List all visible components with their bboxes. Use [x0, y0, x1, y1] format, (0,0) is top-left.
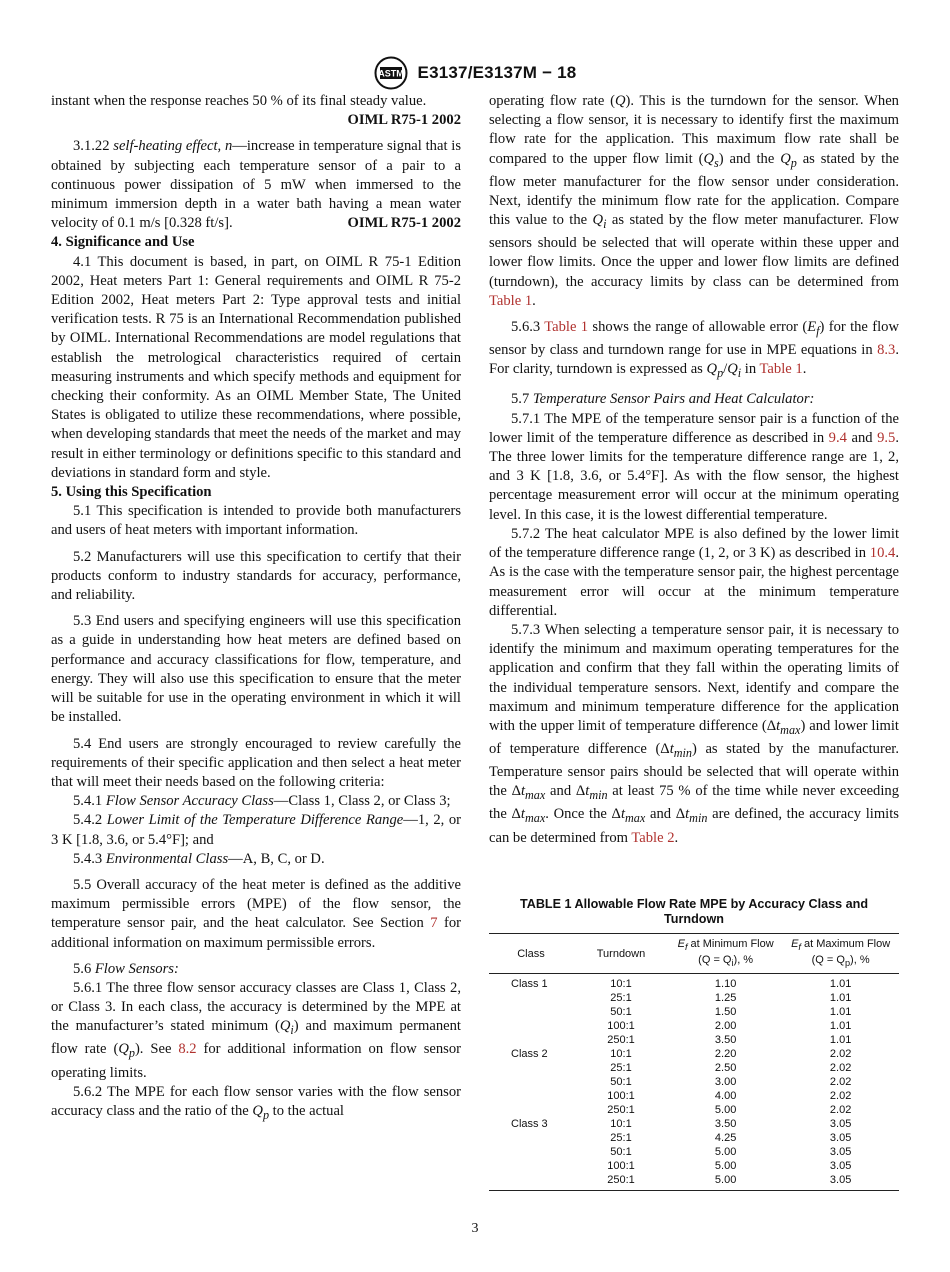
cell-max-flow: 2.02 [829, 1062, 852, 1075]
table-row [489, 1061, 899, 1075]
paragraph-4-1: 4.1 This document is based, in part, on OIML R 75-1 Edition 2002, Heat meters Part 1: General requirements and OIML R 75-2 Edition 2002, Heat meters Part 2: Type approval tests and initial verification tests. R 75 is an International Recommendation published by OIML. International Recommendations are model regulations that establish the metrological characteristics required of certain measuring instruments and which specify methods and equipment for checking their conformity. As an OIML Member State, The United States is obligated to utilize these recommendations, where possible, when developing standards that meet the needs of the market and may result in either terminology or definitions specific to this standard and deviations in standard form and style. [51, 253, 461, 481]
paragraph-3-1-21-end: instant when the response reaches 50 % of its final steady value. OIML R75-1 2002 [51, 92, 461, 130]
cell-min-flow: 5.00 [714, 1146, 737, 1159]
cell-max-flow: 1.01 [829, 1020, 852, 1033]
cell-min-flow: 4.25 [714, 1132, 737, 1145]
paragraph-5-7-2: 5.7.2 The heat calculator MPE is also defined by the lower limit of the temperature difference range (1, 2, or 3 K) as described in 10.4. As is the case with the temperature sensor pair, the highest percentage measurement error will occur at the minimum temperature differential. [489, 525, 899, 619]
page-header [0, 56, 950, 90]
section-8-3-link[interactable]: 8.3 [877, 342, 896, 359]
cell-min-flow: 4.00 [714, 1090, 737, 1103]
table-row [489, 1047, 899, 1061]
table-row [489, 1075, 899, 1089]
table-row [489, 1019, 899, 1033]
section-heading-5: 5. Using this Specification [51, 484, 212, 501]
paragraph-5-4-1: 5.4.1 Flow Sensor Accuracy Class—Class 1, Class 2, or Class 3; [73, 793, 451, 810]
cell-class: Class 2 [511, 1048, 548, 1061]
column-header-max-flow: $E_f$ at Maximum Flow $(Q = Q_p)$, % [782, 934, 899, 974]
cell-class [489, 1145, 573, 1159]
page-number: 3 [471, 1221, 479, 1236]
cell-turndown: 10:1 [610, 1118, 632, 1131]
cell-turndown: 10:1 [610, 1048, 632, 1061]
right-column [489, 92, 899, 848]
paragraph-5-7-1: 5.7.1 The MPE of the temperature sensor pair is a function of the lower limit of the temperature difference as described in 9.4 and 9.5. The three lower limits for the temperature difference range are 1, 2, and 3 K [1.8, 3.6, or 5.4°F]. As with the flow sensor, the highest percentage measurement error will occur at the minimum operating level. In this case, it is the lowest differential temperature. [489, 410, 899, 523]
table-row [489, 991, 899, 1005]
cell-max-flow: 2.02 [829, 1076, 852, 1089]
cell-min-flow: 3.50 [714, 1034, 737, 1047]
section-9-4-link[interactable]: 9.4 [828, 429, 847, 446]
column-header-min-flow: $E_f$ at Minimum Flow $(Q = Q_i)$, % [669, 934, 782, 974]
paragraph-5-6-1: 5.6.1 The three flow sensor accuracy classes are Class 1, Class 2, or Class 3. In each class, the accuracy is determined by the MPE at the manufacturer’s stated minimum $(Q_i)$ and maximum permanent flow rate $(Q_p)$. See 8.2 for additional information on flow sensor operating limits. [51, 979, 461, 1081]
section-heading-4: 4. Significance and Use [51, 234, 195, 251]
section-8-2-link[interactable]: 8.2 [178, 1041, 197, 1058]
cell-class: Class 1 [511, 978, 548, 991]
cell-max-flow: 1.01 [829, 1034, 852, 1047]
table-row [489, 1173, 899, 1191]
cell-class [489, 1061, 573, 1075]
left-column [51, 92, 461, 1125]
table-row [489, 974, 899, 992]
cell-turndown: 25:1 [610, 992, 632, 1005]
cell-max-flow: 3.05 [829, 1132, 852, 1145]
cell-turndown: 100:1 [607, 1090, 635, 1103]
cell-class [489, 1019, 573, 1033]
table-body [489, 974, 899, 1191]
cell-class [489, 1159, 573, 1173]
column-header-turndown: Turndown [573, 934, 669, 974]
paragraph-5-6-2-continued: operating flow rate (Q). This is the turndown for the sensor. When selecting a flow sensor, it is necessary to identify first the maximum flow rate for the application. This maximum flow rate shall be compared to the upper flow limit $(Q_s)$ and the $Q_p$ as stated by the flow meter manufacturer for the flow sensor under consideration. Next, identify the minimum flow rate for the application. Compare this value to the $Q_i$ as stated by the flow meter manufacturer. Flow sensors should be selected that will operate within these upper and lower flow limits. Once the upper and lower flow limits are defined (turndown), the accuracy limits by class can be determined from Table 1. [489, 93, 899, 309]
section-7-link[interactable]: 7 [430, 915, 438, 932]
cell-min-flow: 1.25 [714, 992, 737, 1005]
citation: OIML R75-1 2002 [347, 112, 461, 129]
paragraph-5-4-2: 5.4.2 Lower Limit of the Temperature Difference Range—1, 2, or 3 K [1.8, 3.6, or 5.4°F]; and [51, 812, 461, 848]
paragraph-5-4: 5.4 End users are strongly encouraged to review carefully the requirements of their specific application and then select a heat meter that will meet their needs based on the following criteria: [51, 735, 461, 790]
cell-turndown: 100:1 [607, 1160, 635, 1173]
cell-turndown: 250:1 [573, 1173, 669, 1191]
table-header-row [489, 934, 899, 974]
cell-class [489, 991, 573, 1005]
cell-turndown: 100:1 [607, 1020, 635, 1033]
paragraph-5-4-3: 5.4.3 Environmental Class—A, B, C, or D. [73, 850, 325, 867]
svg-text:ASTM: ASTM [377, 68, 404, 79]
cell-min-flow: 2.50 [714, 1062, 737, 1075]
cell-class: Class 3 [511, 1118, 548, 1131]
cell-max-flow: 1.01 [829, 978, 852, 991]
cell-class [489, 1005, 573, 1019]
table-row [489, 1131, 899, 1145]
paragraph-5-3: 5.3 End users and specifying engineers will use this specification as a guide in understanding how heat meters are defined based on performance and accuracy classifications for flow, temperature, and energy. They will also use this specification to ensure that the meter will be suitable for use in the operating environment in which it will be installed. [51, 613, 461, 726]
cell-min-flow: 2.20 [714, 1048, 737, 1061]
cell-min-flow: 1.50 [714, 1006, 737, 1019]
paragraph-5-7: 5.7 Temperature Sensor Pairs and Heat Calculator: [511, 391, 815, 408]
table-row [489, 1033, 899, 1047]
cell-min-flow: 5.00 [669, 1173, 782, 1191]
table-1-link[interactable]: Table 1 [544, 319, 589, 336]
astm-logo-icon [374, 56, 408, 90]
cell-class [489, 1033, 573, 1047]
cell-max-flow: 1.01 [829, 992, 852, 1005]
cell-turndown: 50:1 [610, 1006, 632, 1019]
cell-class [489, 1131, 573, 1145]
section-10-4-link[interactable]: 10.4 [869, 545, 896, 562]
paragraph-5-6-2: 5.6.2 The MPE for each flow sensor varies with the flow sensor accuracy class and the ratio of the $Q_p$ to the actual [51, 1083, 461, 1122]
cell-max-flow: 2.02 [829, 1090, 852, 1103]
cell-turndown: 250:1 [607, 1104, 635, 1117]
cell-turndown: 10:1 [610, 978, 632, 991]
cell-turndown: 50:1 [610, 1076, 632, 1089]
table-row [489, 1117, 899, 1131]
cell-class [489, 1089, 573, 1103]
paragraph-5-1: 5.1 This specification is intended to provide both manufacturers and users of heat meters with important information. [51, 503, 461, 539]
table-1-link[interactable]: Table 1 [759, 361, 803, 378]
table-row [489, 1159, 899, 1173]
cell-class [489, 1103, 573, 1117]
table-row [489, 1005, 899, 1019]
cell-max-flow: 3.05 [829, 1146, 852, 1159]
paragraph-5-5: 5.5 Overall accuracy of the heat meter is defined as the additive maximum permissible errors (MPE) of the flow sensor, the temperature sensor pair, and the heat calculator. See Section 7 for additional information on maximum permissible errors. [51, 876, 462, 951]
cell-min-flow: 5.00 [714, 1160, 737, 1173]
paragraph-5-2: 5.2 Manufacturers will use this specification to certify that their products conform to industry standards for accuracy, performance, and reliability. [51, 548, 461, 604]
cell-max-flow: 3.05 [829, 1118, 852, 1131]
cell-min-flow: 2.00 [714, 1020, 737, 1033]
cell-max-flow: 3.05 [829, 1160, 852, 1173]
cell-max-flow: 1.01 [829, 1006, 852, 1019]
table-1 [489, 897, 899, 1191]
cell-turndown: 50:1 [610, 1146, 632, 1159]
cell-min-flow: 5.00 [714, 1104, 737, 1117]
section-9-5-link[interactable]: 9.5 [877, 429, 896, 446]
cell-max-flow: 3.05 [782, 1173, 899, 1191]
cell-max-flow: 2.02 [829, 1104, 852, 1117]
paragraph-5-6-3: 5.6.3 Table 1 shows the range of allowable error $(E_f)$ for the flow sensor by class and turndown range for use in MPE equations in 8.3. For clarity, turndown is expressed as $Q_p/Q_i$ in Table 1. [489, 319, 899, 381]
document-designation: E3137/E3137M − 18 [417, 63, 577, 82]
paragraph-5-7-3: 5.7.3 When selecting a temperature sensor pair, it is necessary to identify the minimum and maximum operating temperatures for the application and confirm that they fall within the operating limits of the individual temperature sensors. Next, identify and compare the maximum and minimum temperature difference for the application with the upper limit of temperature difference $(\Delta t_{max})$ and lower limit of temperature difference $(\Delta t_{min})$ as stated by the manufacturer. Temperature sensor pairs should be selected that will operate within the $\Delta t_{max}$ and $\Delta t_{min}$ at least 75 % of the time while never exceeding the $\Delta t_{max}$. Once the $\Delta t_{max}$ and $\Delta t_{min}$ are defined, the accuracy limits can be determined from Table 2. [489, 621, 899, 846]
column-header-class: Class [489, 934, 573, 974]
citation: OIML R75-1 2002 [347, 215, 461, 232]
cell-min-flow: 3.50 [714, 1118, 737, 1131]
table-caption: TABLE 1 Allowable Flow Rate MPE by Accuracy Class and Turndown [519, 897, 869, 926]
table-2-link[interactable]: Table 2 [631, 829, 675, 846]
paragraph-5-6: 5.6 Flow Sensors: [73, 960, 179, 977]
table-row [489, 1145, 899, 1159]
cell-turndown: 25:1 [610, 1132, 632, 1145]
cell-class [489, 1173, 573, 1191]
cell-min-flow: 3.00 [714, 1076, 737, 1089]
cell-turndown: 25:1 [610, 1062, 632, 1075]
cell-max-flow: 2.02 [829, 1048, 852, 1061]
table-row [489, 1103, 899, 1117]
flow-rate-mpe-table [489, 933, 899, 1191]
table-1-link[interactable]: Table 1 [489, 292, 533, 309]
paragraph-3-1-22: 3.1.22 self-heating effect, n—increase in temperature signal that is obtained by subjecting each temperature sensor of a pair to a continuous power dissipation of 5 mW when immersed to the minimum immersion depth in a water bath having a mean water velocity of 0.1 m/s [0.328 ft/s]. OIML R75-1 2002 [51, 137, 461, 233]
cell-turndown: 250:1 [607, 1034, 635, 1047]
cell-min-flow: 1.10 [714, 978, 737, 991]
cell-class [489, 1075, 573, 1089]
table-row [489, 1089, 899, 1103]
